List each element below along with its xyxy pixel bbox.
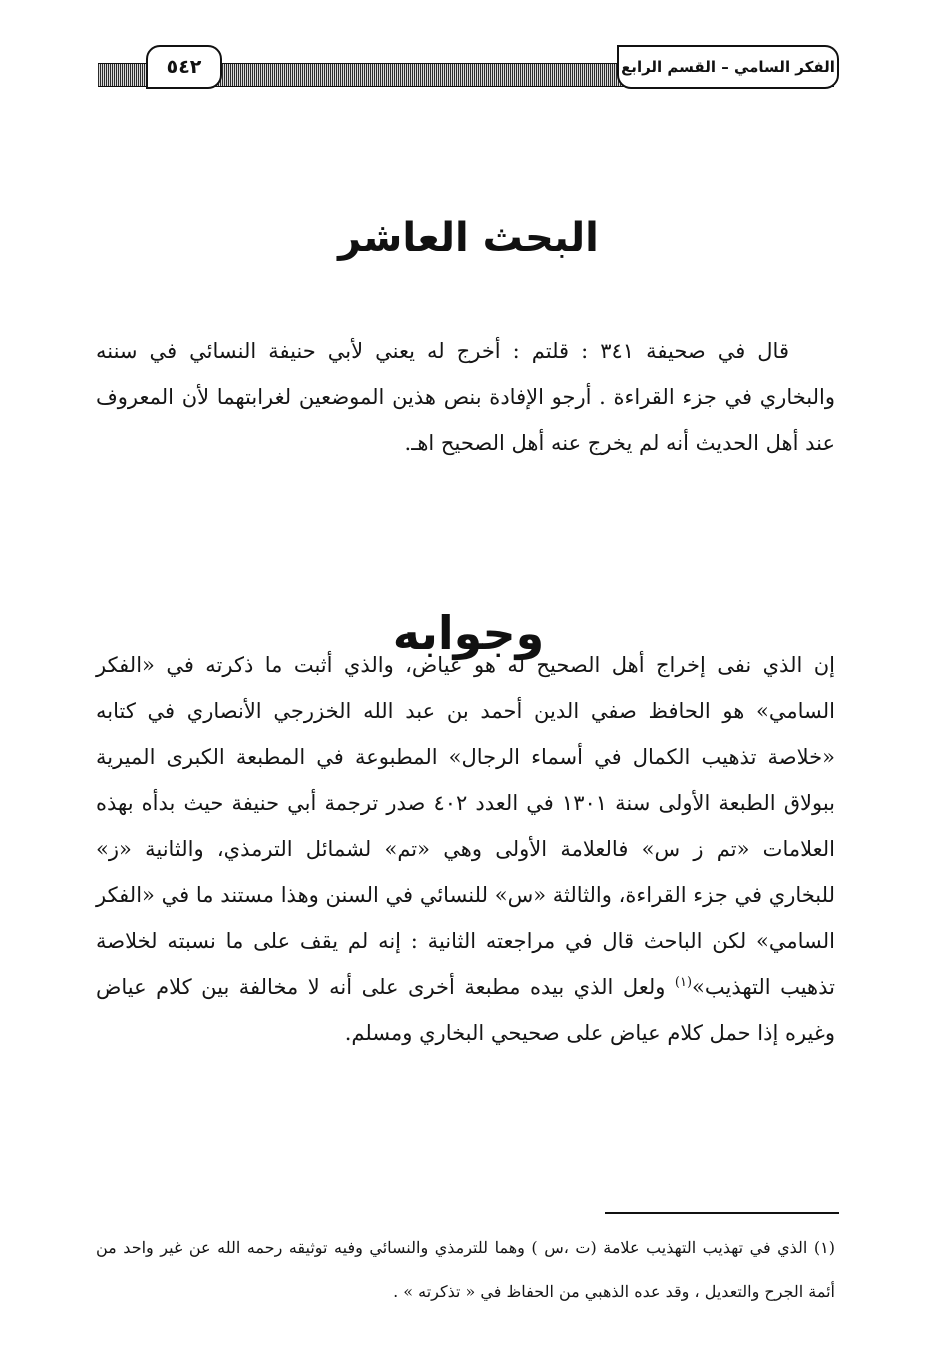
- footnote-separator: [605, 1212, 839, 1214]
- footnote-reference-marker: (١): [674, 975, 693, 990]
- running-header-title: الفكر السامي – القسم الرابع: [617, 45, 839, 89]
- section-heading: البحث العاشر: [338, 214, 599, 261]
- footnote: (١) الذي في تهذيب التهذيب علامة (ت ،س ) وهما للترمذي والنسائي وفيه توثيقه رحمه الله عن غير واحد من أئمة الجرح والتعديل ، وقد عده الذهبي من الحفاظ في « تذكرته » .: [96, 1238, 835, 1301]
- answer-text-part-2: ولعل الذي بيده مطبعة أخرى على أنه لا مخالفة بين كلام عياض وغيره إذا حمل كلام عياض على صحيحي البخاري ومسلم.: [96, 975, 835, 1045]
- answer-text-part-1: إن الذي نفى إخراج أهل الصحيح له هو عياض، والذي أثبت ما ذكرته في «الفكر السامي» هو الحافظ صفي الدين أحمد بن عبد الله الخزرجي الأنصاري في كتابه «خلاصة تذهيب الكمال في أسماء الرجال» المطبوعة في المطبعة الكبرى الميرية ببولاق الطبعة الأولى سنة ١٣٠١ في العدد ٤٠٢ صدر ترجمة أبي حنيفة حيث بدأه بهذه العلامات «تم ز س» فالعلامة الأولى وهي «تم» لشمائل الترمذي، والثانية «ز» للبخاري في جزء القراءة، والثالثة «س» للنسائي في السنن وهذا مستند ما في «الفكر السامي» لكن الباحث قال في مراجعته الثانية : إنه لم يقف على ما نسبته لخلاصة تذهيب التهذيب»: [96, 653, 836, 999]
- answer-heading: وجوابه: [392, 606, 545, 661]
- answer-paragraph: [96, 642, 835, 1056]
- question-paragraph: قال في صحيفة ٣٤١ : قلتم : أخرج له يعني لأبي حنيفة النسائي في سننه والبخاري في جزء القراءة . أرجو الإفادة بنص هذين الموضعين لغرابتهما لأن المعروف عند أهل الحديث أنه لم يخرج عنه أهل الصحيح اهـ.: [96, 339, 835, 455]
- page-number: ٥٤٢: [146, 45, 222, 89]
